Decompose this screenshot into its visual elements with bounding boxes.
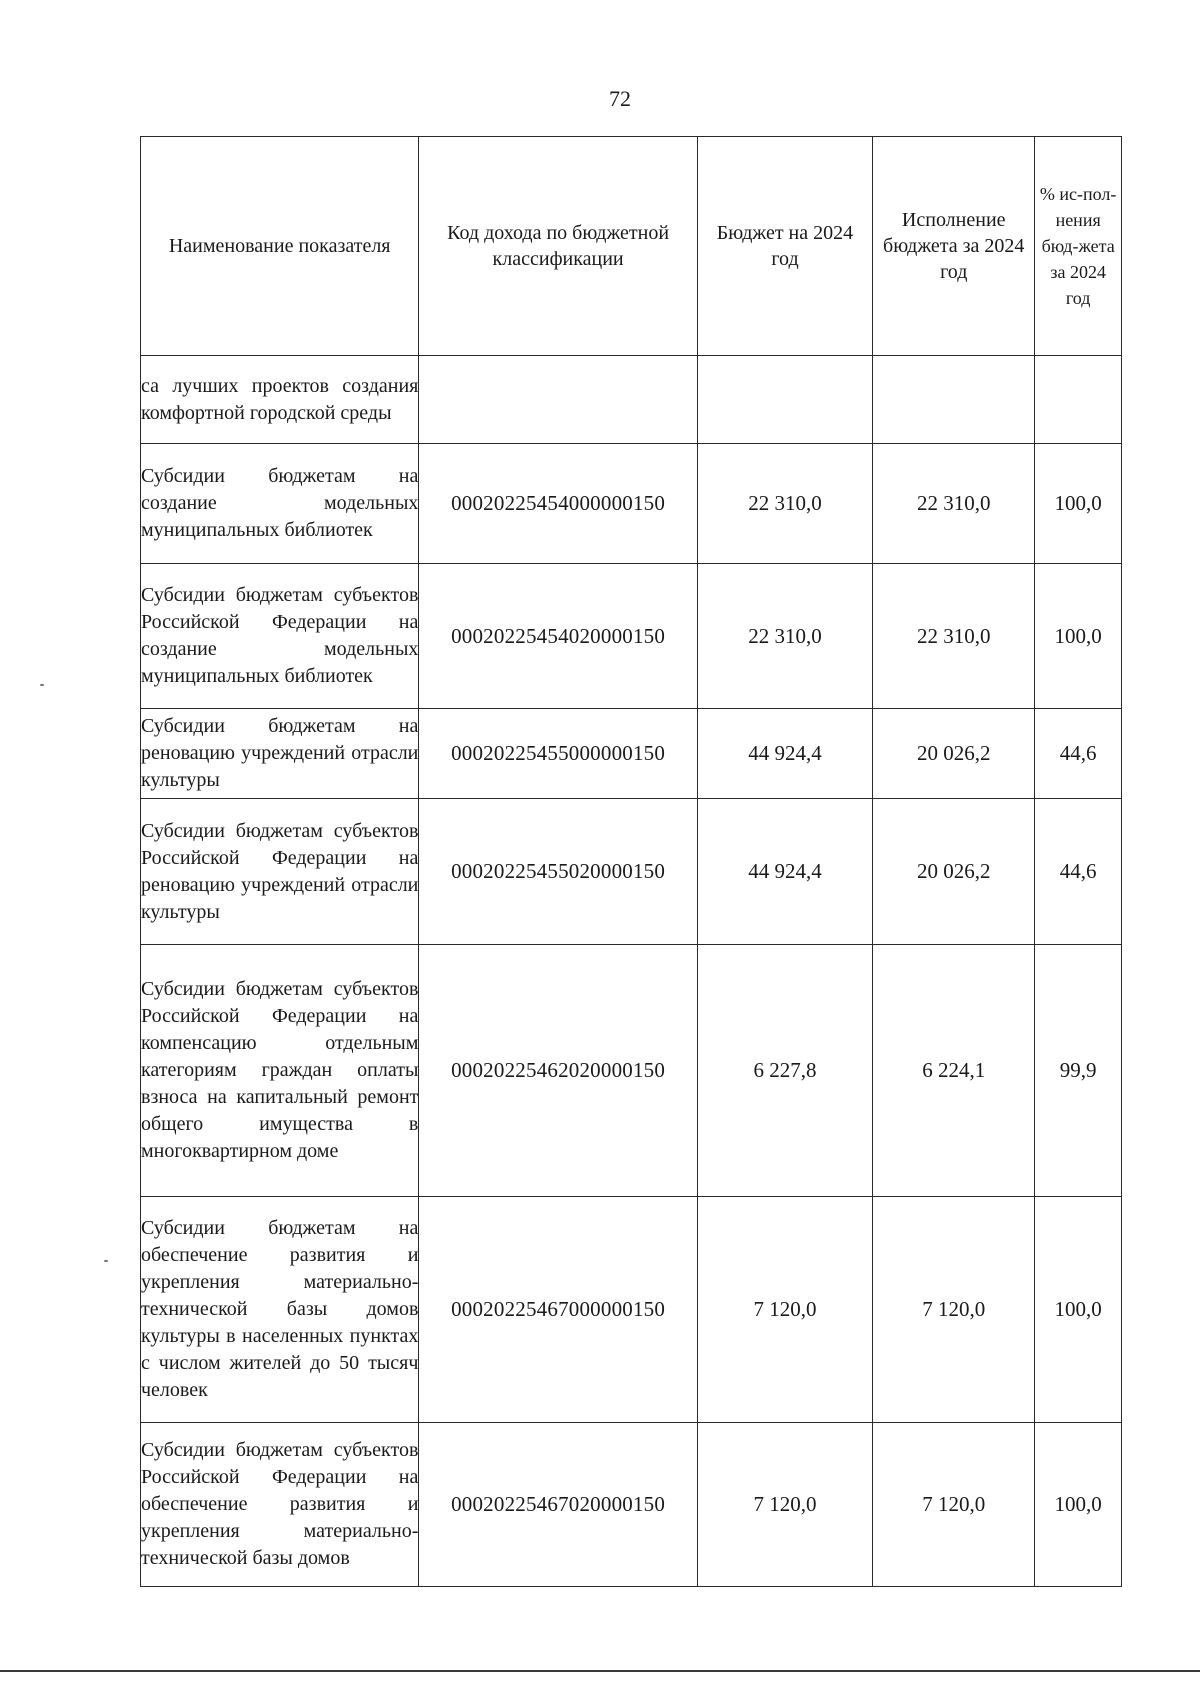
- scan-speck: [104, 1260, 108, 1262]
- table-row: [141, 1197, 1122, 1423]
- row-percent: 100,0: [1035, 564, 1122, 709]
- row-budget: 44 924,4: [697, 709, 872, 799]
- row-percent: 44,6: [1035, 799, 1122, 945]
- row-execution: 22 310,0: [873, 444, 1035, 564]
- row-code: 00020225467000000150: [419, 1197, 697, 1423]
- row-budget: 7 120,0: [697, 1197, 872, 1423]
- scan-speck: [40, 684, 44, 686]
- row-name: Субсидии бюджетам субъектов Российской Федерации на обеспечение развития и укрепления материально-технической базы домов: [141, 1423, 419, 1587]
- row-percent: 100,0: [1035, 444, 1122, 564]
- row-execution: 7 120,0: [873, 1423, 1035, 1587]
- row-name: Субсидии бюджетам субъектов Российской Федерации на создание модельных муниципальных библиотек: [141, 564, 419, 709]
- row-budget: 22 310,0: [697, 444, 872, 564]
- table-row: [141, 564, 1122, 709]
- row-percent: 99,9: [1035, 945, 1122, 1197]
- row-code: 00020225455020000150: [419, 799, 697, 945]
- row-name: Субсидии бюджетам на создание модельных муниципальных библиотек: [141, 444, 419, 564]
- row-execution: 22 310,0: [873, 564, 1035, 709]
- row-code: 00020225467020000150: [419, 1423, 697, 1587]
- budget-execution-table: [140, 136, 1122, 1587]
- row-code: 00020225454020000150: [419, 564, 697, 709]
- row-code: 00020225454000000150: [419, 444, 697, 564]
- table-row: [141, 444, 1122, 564]
- table-row: [141, 356, 1122, 444]
- table-row: [141, 709, 1122, 799]
- page-number: 72: [609, 86, 631, 111]
- bottom-rule: [0, 1670, 1200, 1672]
- table-row: [141, 945, 1122, 1197]
- row-percent: 100,0: [1035, 1423, 1122, 1587]
- table-row: [141, 1423, 1122, 1587]
- row-budget: 44 924,4: [697, 799, 872, 945]
- row-execution: [873, 356, 1035, 444]
- row-budget: 6 227,8: [697, 945, 872, 1197]
- row-percent: 100,0: [1035, 1197, 1122, 1423]
- row-budget: [697, 356, 872, 444]
- header-percent: % ис-пол-нения бюд-жета за 2024 год: [1035, 137, 1122, 356]
- row-name: са лучших проектов создания комфортной городской среды: [141, 356, 419, 444]
- header-execution: Исполнение бюджета за 2024 год: [873, 137, 1035, 356]
- row-execution: 20 026,2: [873, 709, 1035, 799]
- row-code: 00020225462020000150: [419, 945, 697, 1197]
- row-code: 00020225455000000150: [419, 709, 697, 799]
- row-code: [419, 356, 697, 444]
- header-name: Наименование показателя: [141, 137, 419, 356]
- row-percent: 44,6: [1035, 709, 1122, 799]
- row-name: Субсидии бюджетам субъектов Российской Федерации на компенсацию отдельным категориям граждан оплаты взноса на капитальный ремонт общего имущества в многоквартирном доме: [141, 945, 419, 1197]
- row-execution: 7 120,0: [873, 1197, 1035, 1423]
- row-budget: 22 310,0: [697, 564, 872, 709]
- table-row: [141, 799, 1122, 945]
- table-header-row: [141, 137, 1122, 356]
- row-name: Субсидии бюджетам субъектов Российской Федерации на реновацию учреждений отрасли культуры: [141, 799, 419, 945]
- row-budget: 7 120,0: [697, 1423, 872, 1587]
- row-percent: [1035, 356, 1122, 444]
- row-execution: 6 224,1: [873, 945, 1035, 1197]
- header-code: Код дохода по бюджетной классификации: [419, 137, 697, 356]
- row-name: Субсидии бюджетам на реновацию учреждений отрасли культуры: [141, 709, 419, 799]
- header-budget: Бюджет на 2024 год: [697, 137, 872, 356]
- row-execution: 20 026,2: [873, 799, 1035, 945]
- row-name: Субсидии бюджетам на обеспечение развития и укрепления материально-технической базы домов культуры в населенных пунктах с числом жителей до 50 тысяч человек: [141, 1197, 419, 1423]
